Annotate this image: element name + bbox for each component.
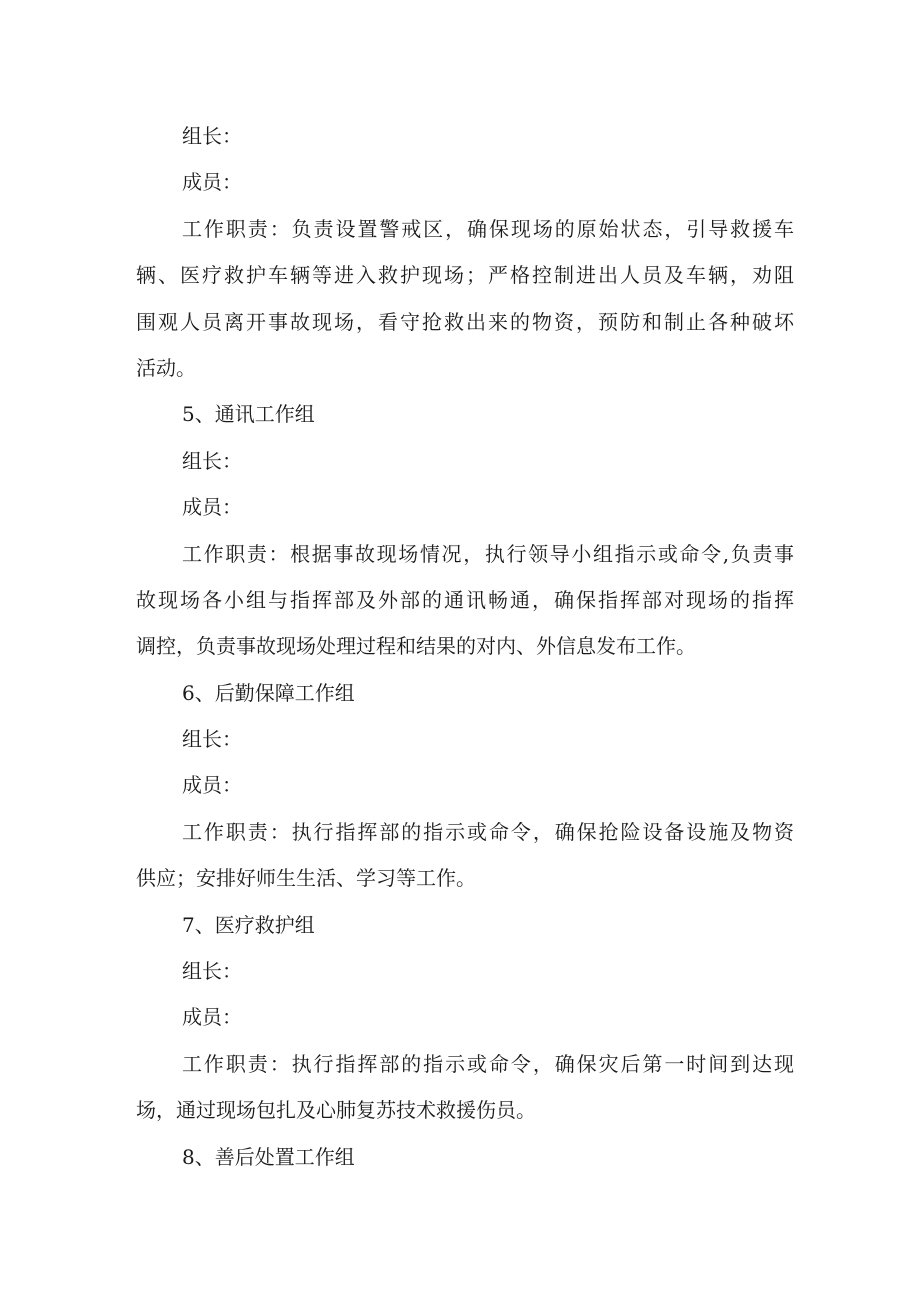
text-line: 7、医疗救护组 bbox=[182, 912, 315, 937]
text-line: 工作职责：负责设置警戒区，确保现场的原始状态，引导救援车 bbox=[182, 216, 794, 241]
text-line: 故现场各小组与指挥部及外部的通讯畅通，确保指挥部对现场的指挥 bbox=[136, 587, 794, 612]
text-line: 场，通过现场包扎及心肺复苏技术救援伤员。 bbox=[136, 1098, 536, 1123]
text-line: 供应；安排好师生生活、学习等工作。 bbox=[136, 866, 476, 891]
text-line: 6、后勤保障工作组 bbox=[182, 680, 355, 705]
text-line: 活动。 bbox=[136, 355, 196, 380]
text-line: 组长： bbox=[182, 727, 242, 752]
text-line: 组长： bbox=[182, 959, 242, 984]
text-line: 围观人员离开事故现场，看守抢救出来的物资，预防和制止各种破坏 bbox=[136, 309, 794, 334]
text-line: 组长： bbox=[182, 124, 242, 148]
text-line: 调控，负责事故现场处理过程和结果的对内、外信息发布工作。 bbox=[136, 634, 696, 659]
text-line: 组长： bbox=[182, 448, 242, 473]
text-line: 成员： bbox=[182, 170, 242, 195]
text-line: 8、善后处置工作组 bbox=[182, 1144, 355, 1169]
text-line: 辆、医疗救护车辆等进入救护现场；严格控制进出人员及车辆，劝阻 bbox=[136, 263, 794, 288]
text-line: 工作职责：执行指挥部的指示或命令，确保抢险设备设施及物资 bbox=[182, 819, 794, 844]
text-line: 5、通讯工作组 bbox=[182, 402, 315, 427]
text-line: 成员： bbox=[182, 1005, 242, 1030]
text-line: 工作职责：根据事故现场情况，执行领导小组指示或命令,负责事 bbox=[182, 541, 794, 566]
text-line: 工作职责：执行指挥部的指示或命令，确保灾后第一时间到达现 bbox=[182, 1051, 794, 1076]
text-line: 成员： bbox=[182, 773, 242, 798]
text-line: 成员： bbox=[182, 495, 242, 520]
document-page bbox=[136, 113, 794, 1180]
